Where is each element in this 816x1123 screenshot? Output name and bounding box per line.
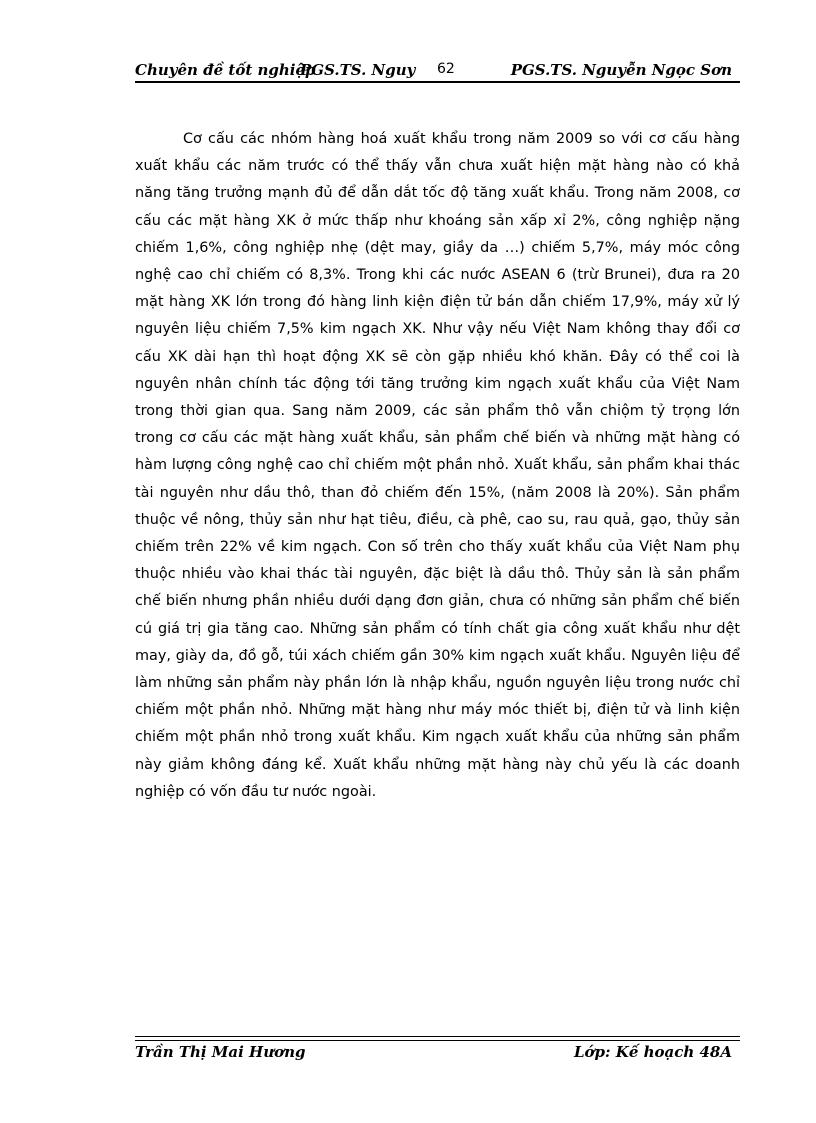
footer-class-name: Lớp: Kế hoạch 48A: [573, 1043, 732, 1061]
page-footer: [135, 1043, 740, 1065]
footer-divider-top: [135, 1036, 740, 1037]
footer-student-name: Trần Thị Mai Hương: [135, 1043, 306, 1061]
page-number: 62: [437, 61, 455, 77]
header-document-type: Chuyên đề tốt nghiệp: [135, 61, 316, 79]
header-supervisor: PGS.TS. Nguyễn Ngọc Sơn: [510, 61, 732, 79]
footer-divider-bottom: [135, 1040, 740, 1041]
header-author-fragment: PGS.TS. Nguy: [300, 61, 416, 79]
header-divider: [135, 81, 740, 83]
page-header: [135, 58, 740, 82]
body-paragraph: Cơ cấu các nhóm hàng hoá xuất khẩu trong năm 2009 so với cơ cấu hàng xuất khẩu các năm trước có thể thấy vẫn chưa xuất hiện mặt hàng nào có khả năng tăng trưởng mạnh đủ để dẫn dắt tốc độ tăng xuất khẩu. Trong năm 2008, cơ cấu các mặt hàng XK ở mức thấp như khoáng sản xấp xỉ 2%, công nghiệp nặng chiếm 1,6%, công nghiệp nhẹ (dệt may, giầy da …) chiếm 5,7%, máy móc công nghệ cao chỉ chiếm có 8,3%. Trong khi các nước ASEAN 6 (trừ Brunei), đưa ra 20 mặt hàng XK lớn trong đó hàng linh kiện điện tử bán dẫn chiếm 17,9%, máy xử lý nguyên liệu chiếm 7,5% kim ngạch XK. Như vậy nếu Việt Nam không thay đổi cơ cấu XK dài hạn thì hoạt động XK sẽ còn gặp nhiều khó khăn. Đây có thể coi là nguyên nhân chính tác động tới tăng trưởng kim ngạch xuất khẩu của Việt Nam trong thời gian qua. Sang năm 2009, các sản phẩm thô vẫn chiộm tỷ trọng lớn trong cơ cấu các mặt hàng xuất khẩu, sản phẩm chế biến và những mặt hàng có hàm lượng công nghệ cao chỉ chiếm một phần nhỏ. Xuất khẩu, sản phẩm khai thác tài nguyên như dầu thô, than đỏ chiếm đến 15%, (năm 2008 là 20%). Sản phẩm thuộc về nông, thủy sản như hạt tiêu, điều, cà phê, cao su, rau quả, gạo, thủy sản chiếm trên 22% về kim ngạch. Con số trên cho thấy xuất khẩu của Việt Nam phụ thuộc nhiều vào khai thác tài nguyên, đặc biệt là dầu thô. Thủy sản là sản phẩm chế biến nhưng phần nhiều dưới dạng đơn giản, chưa có những sản phẩm chế biến cú giá trị gia tăng cao. Những sản phẩm có tính chất gia công xuất khẩu như dệt may, giày da, đồ gỗ, túi xách chiếm gần 30% kim ngạch xuất khẩu. Nguyên liệu để làm những sản phẩm này phần lớn là nhập khẩu, nguồn nguyên liệu trong nước chỉ chiếm một phần nhỏ. Những mặt hàng như máy móc thiết bị, điện tử và linh kiện chiếm một phần nhỏ trong xuất khẩu. Kim ngạch xuất khẩu của những sản phẩm này giảm không đáng kể. Xuất khẩu những mặt hàng này chủ yếu là các doanh nghiệp có vốn đầu tư nước ngoài.: [135, 131, 740, 800]
